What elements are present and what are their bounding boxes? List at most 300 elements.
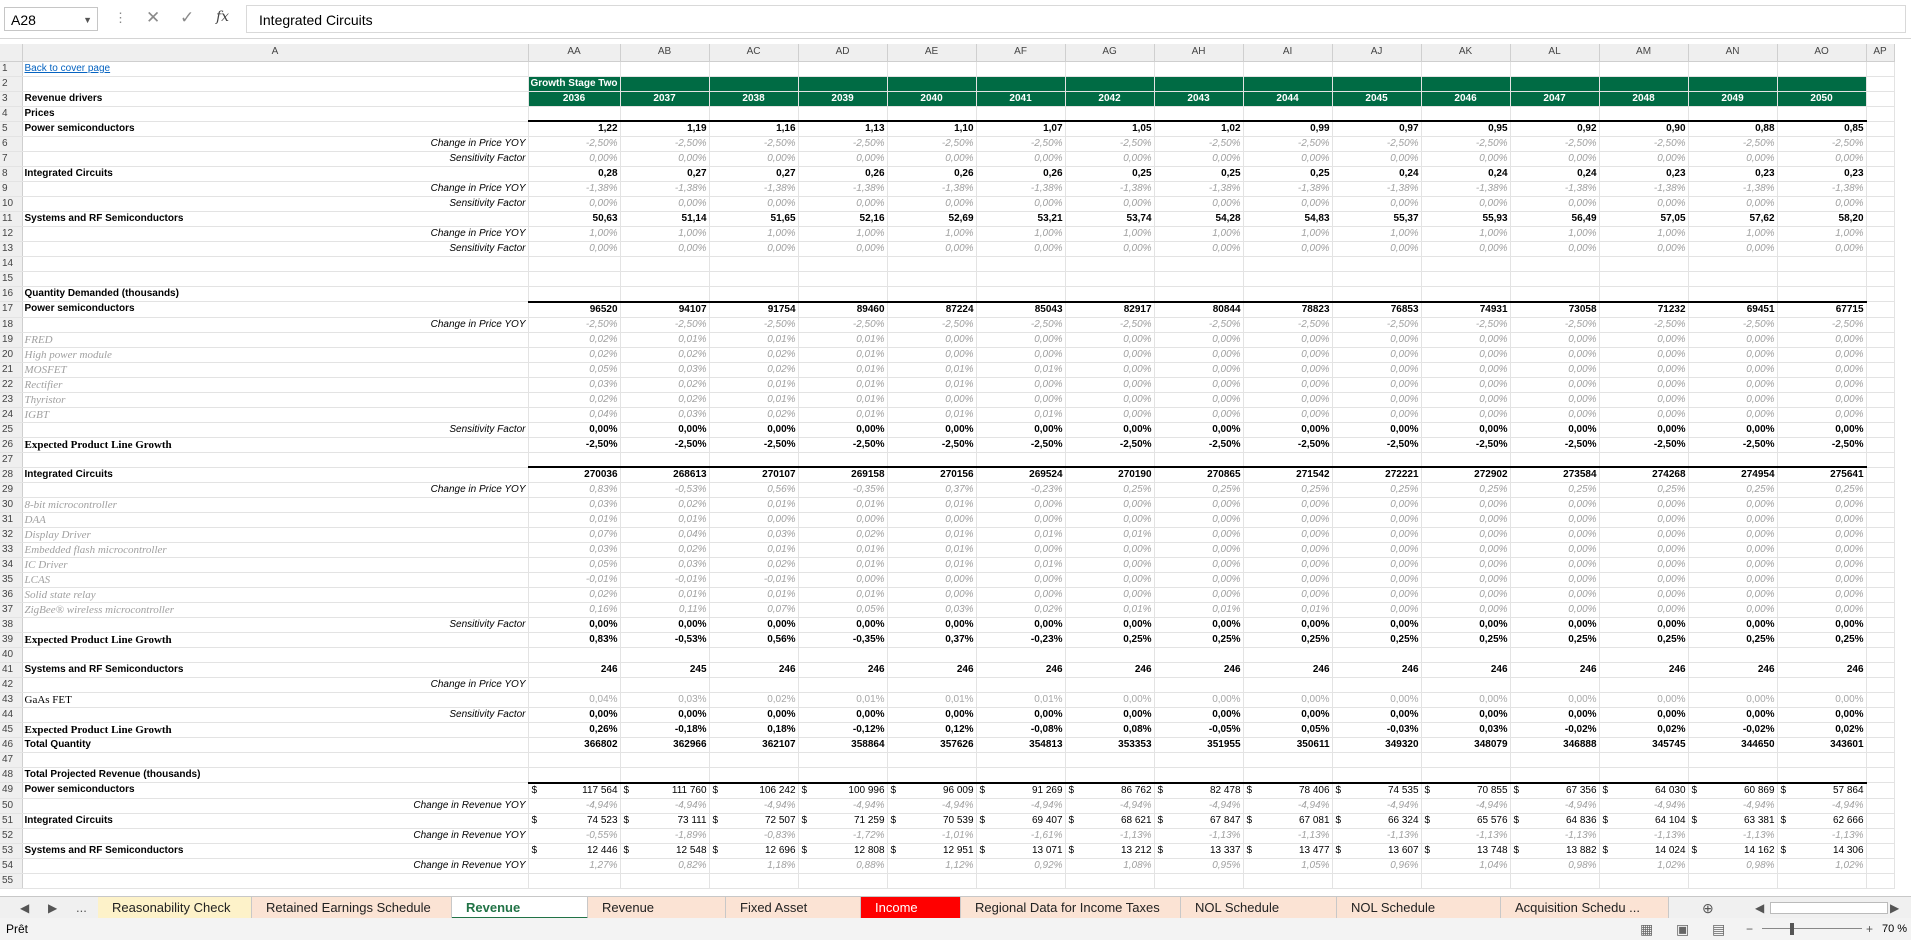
data-cell[interactable]: [1777, 783, 1866, 799]
data-cell[interactable]: [1065, 287, 1154, 302]
data-cell[interactable]: 0,00%: [976, 543, 1065, 558]
data-cell[interactable]: -4,94%: [1332, 798, 1421, 813]
data-cell[interactable]: 246: [798, 663, 887, 678]
data-cell[interactable]: 1,05: [1065, 121, 1154, 137]
data-cell[interactable]: 0,11%: [620, 603, 709, 618]
data-cell[interactable]: 0,00%: [1332, 377, 1421, 392]
data-cell[interactable]: 2049: [1688, 91, 1777, 106]
data-cell[interactable]: 0,01%: [976, 693, 1065, 708]
data-cell[interactable]: [1332, 61, 1421, 76]
data-cell[interactable]: [1866, 91, 1894, 106]
data-cell[interactable]: 89460: [798, 302, 887, 318]
data-cell[interactable]: 0,00%: [1599, 242, 1688, 257]
data-cell[interactable]: 0,00%: [1421, 197, 1510, 212]
data-cell[interactable]: 246: [1332, 663, 1421, 678]
row-label-cell[interactable]: Sensitivity Factor: [22, 152, 528, 167]
data-cell[interactable]: [1332, 813, 1421, 828]
data-cell[interactable]: 0,27: [620, 167, 709, 182]
data-cell[interactable]: [1065, 783, 1154, 799]
data-cell[interactable]: 0,02%: [1599, 723, 1688, 738]
data-cell[interactable]: [798, 678, 887, 693]
data-cell[interactable]: 0,00%: [976, 377, 1065, 392]
data-cell[interactable]: 0,02%: [620, 377, 709, 392]
data-cell[interactable]: 0,00%: [1065, 197, 1154, 212]
data-cell[interactable]: 348079: [1421, 738, 1510, 753]
column-header[interactable]: A: [22, 44, 528, 61]
data-cell[interactable]: [1866, 242, 1894, 257]
data-cell[interactable]: [1866, 828, 1894, 843]
data-cell[interactable]: [1510, 813, 1599, 828]
data-cell[interactable]: 0,00%: [1777, 152, 1866, 167]
data-cell[interactable]: [798, 272, 887, 287]
data-cell[interactable]: 0,00%: [1688, 618, 1777, 633]
data-cell[interactable]: [1599, 61, 1688, 76]
data-cell[interactable]: -0,12%: [798, 723, 887, 738]
data-cell[interactable]: 0,25%: [1154, 633, 1243, 648]
data-cell[interactable]: [1866, 437, 1894, 452]
data-cell[interactable]: 53,74: [1065, 212, 1154, 227]
data-cell[interactable]: 0,98%: [1510, 858, 1599, 873]
data-cell[interactable]: 0,05%: [528, 362, 620, 377]
data-cell[interactable]: -2,50%: [887, 437, 976, 452]
data-cell[interactable]: 1,02: [1154, 121, 1243, 137]
data-cell[interactable]: 0,00%: [1599, 558, 1688, 573]
data-cell[interactable]: 0,01%: [709, 332, 798, 347]
data-cell[interactable]: -0,01%: [620, 573, 709, 588]
data-cell[interactable]: 0,01%: [976, 558, 1065, 573]
data-cell[interactable]: [1154, 287, 1243, 302]
row-number[interactable]: 40: [0, 648, 22, 663]
data-cell[interactable]: 0,00%: [1688, 693, 1777, 708]
data-cell[interactable]: 275641: [1777, 467, 1866, 483]
data-cell[interactable]: [620, 76, 709, 91]
data-cell[interactable]: [887, 873, 976, 888]
data-cell[interactable]: [976, 106, 1065, 121]
data-cell[interactable]: [1688, 768, 1777, 783]
data-cell[interactable]: 268613: [620, 467, 709, 483]
data-cell[interactable]: 0,00%: [1421, 498, 1510, 513]
data-cell[interactable]: 0,01%: [798, 693, 887, 708]
data-cell[interactable]: [1421, 287, 1510, 302]
data-cell[interactable]: -1,38%: [620, 182, 709, 197]
data-cell[interactable]: [620, 843, 709, 858]
data-cell[interactable]: [976, 873, 1065, 888]
data-cell[interactable]: [798, 648, 887, 663]
data-cell[interactable]: [1777, 272, 1866, 287]
data-cell[interactable]: 0,25%: [1510, 633, 1599, 648]
data-cell[interactable]: 0,88%: [798, 858, 887, 873]
data-cell[interactable]: 0,00%: [1777, 362, 1866, 377]
data-cell[interactable]: [1599, 452, 1688, 467]
data-cell[interactable]: [709, 257, 798, 272]
data-cell[interactable]: 0,00%: [1688, 708, 1777, 723]
data-cell[interactable]: 0,03%: [528, 543, 620, 558]
data-cell[interactable]: -2,50%: [1688, 437, 1777, 452]
data-cell[interactable]: [1332, 287, 1421, 302]
data-cell[interactable]: -2,50%: [1154, 437, 1243, 452]
data-cell[interactable]: 0,00%: [1421, 407, 1510, 422]
data-cell[interactable]: -1,13%: [1332, 828, 1421, 843]
data-cell[interactable]: 0,00%: [1243, 513, 1332, 528]
row-number[interactable]: 47: [0, 753, 22, 768]
data-cell[interactable]: [1777, 843, 1866, 858]
data-cell[interactable]: -0,03%: [1332, 723, 1421, 738]
data-cell[interactable]: 0,01%: [887, 407, 976, 422]
data-cell[interactable]: [887, 768, 976, 783]
data-cell[interactable]: 0,00%: [887, 573, 976, 588]
data-cell[interactable]: 0,00%: [1065, 513, 1154, 528]
row-number[interactable]: 25: [0, 422, 22, 437]
data-cell[interactable]: -4,94%: [1243, 798, 1332, 813]
data-cell[interactable]: 0,00%: [887, 588, 976, 603]
row-label-cell[interactable]: DAA: [22, 513, 528, 528]
row-number[interactable]: 23: [0, 392, 22, 407]
data-cell[interactable]: 0,01%: [620, 332, 709, 347]
data-cell[interactable]: 0,00%: [1777, 407, 1866, 422]
data-cell[interactable]: -2,50%: [709, 137, 798, 152]
data-cell[interactable]: 0,00%: [1332, 242, 1421, 257]
data-cell[interactable]: -1,38%: [528, 182, 620, 197]
data-cell[interactable]: [887, 648, 976, 663]
data-cell[interactable]: 0,01%: [798, 347, 887, 362]
data-cell[interactable]: [1866, 618, 1894, 633]
data-cell[interactable]: 0,00%: [1332, 603, 1421, 618]
data-cell[interactable]: [976, 813, 1065, 828]
row-label-cell[interactable]: Sensitivity Factor: [22, 197, 528, 212]
spreadsheet-grid[interactable]: [0, 44, 1911, 896]
data-cell[interactable]: [1421, 783, 1510, 799]
data-cell[interactable]: 0,00%: [1421, 347, 1510, 362]
data-cell[interactable]: [1866, 498, 1894, 513]
row-number[interactable]: 12: [0, 227, 22, 242]
data-cell[interactable]: -2,50%: [1154, 317, 1243, 332]
data-cell[interactable]: 0,02%: [709, 347, 798, 362]
data-cell[interactable]: [1688, 813, 1777, 828]
data-cell[interactable]: [887, 272, 976, 287]
data-cell[interactable]: 0,00%: [1688, 528, 1777, 543]
column-header[interactable]: AH: [1154, 44, 1243, 61]
data-cell[interactable]: [1866, 332, 1894, 347]
data-cell[interactable]: 0,02%: [620, 347, 709, 362]
data-cell[interactable]: 0,25: [1065, 167, 1154, 182]
data-cell[interactable]: [620, 272, 709, 287]
data-cell[interactable]: [1866, 76, 1894, 91]
data-cell[interactable]: 58,20: [1777, 212, 1866, 227]
data-cell[interactable]: 246: [709, 663, 798, 678]
row-number[interactable]: 7: [0, 152, 22, 167]
data-cell[interactable]: 0,00%: [798, 242, 887, 257]
data-cell[interactable]: -1,89%: [620, 828, 709, 843]
data-cell[interactable]: 0,00%: [1154, 392, 1243, 407]
row-label-cell[interactable]: Systems and RF Semiconductors: [22, 212, 528, 227]
data-cell[interactable]: -2,50%: [1688, 317, 1777, 332]
row-number[interactable]: 45: [0, 723, 22, 738]
data-cell[interactable]: [1332, 753, 1421, 768]
data-cell[interactable]: [1332, 76, 1421, 91]
data-cell[interactable]: 0,00%: [1332, 543, 1421, 558]
data-cell[interactable]: [1688, 106, 1777, 121]
data-cell[interactable]: 0,28: [528, 167, 620, 182]
row-number[interactable]: 49: [0, 783, 22, 799]
sheet-tab[interactable]: Regional Data for Income Taxes: [961, 897, 1181, 919]
data-cell[interactable]: 0,00%: [1332, 422, 1421, 437]
data-cell[interactable]: -4,94%: [1154, 798, 1243, 813]
data-cell[interactable]: [1332, 272, 1421, 287]
data-cell[interactable]: -0,53%: [620, 633, 709, 648]
data-cell[interactable]: [1421, 753, 1510, 768]
row-number[interactable]: 54: [0, 858, 22, 873]
row-number[interactable]: 44: [0, 708, 22, 723]
data-cell[interactable]: 0,00%: [1510, 422, 1599, 437]
data-cell[interactable]: 0,05%: [798, 603, 887, 618]
data-cell[interactable]: [709, 753, 798, 768]
data-cell[interactable]: 0,00%: [1777, 347, 1866, 362]
data-cell[interactable]: 0,00%: [1065, 558, 1154, 573]
data-cell[interactable]: [1866, 467, 1894, 483]
data-cell[interactable]: [1599, 648, 1688, 663]
data-cell[interactable]: 2038: [709, 91, 798, 106]
data-cell[interactable]: [1688, 272, 1777, 287]
column-header[interactable]: AM: [1599, 44, 1688, 61]
data-cell[interactable]: 78823: [1243, 302, 1332, 318]
data-cell[interactable]: 0,00%: [1154, 573, 1243, 588]
data-cell[interactable]: [887, 843, 976, 858]
data-cell[interactable]: 0,00%: [798, 422, 887, 437]
data-cell[interactable]: [976, 287, 1065, 302]
data-cell[interactable]: -1,13%: [1599, 828, 1688, 843]
data-cell[interactable]: 0,00%: [1510, 543, 1599, 558]
data-cell[interactable]: 2040: [887, 91, 976, 106]
column-header[interactable]: AA: [528, 44, 620, 61]
data-cell[interactable]: 0,00%: [887, 152, 976, 167]
row-number[interactable]: 16: [0, 287, 22, 302]
data-cell[interactable]: [1866, 813, 1894, 828]
data-cell[interactable]: -1,13%: [1421, 828, 1510, 843]
data-cell[interactable]: 0,26%: [528, 723, 620, 738]
data-cell[interactable]: [1065, 843, 1154, 858]
data-cell[interactable]: 0,00%: [976, 197, 1065, 212]
data-cell[interactable]: 274268: [1599, 467, 1688, 483]
sheet-tab[interactable]: Reasonability Check: [98, 897, 252, 919]
data-cell[interactable]: 0,00%: [887, 392, 976, 407]
data-cell[interactable]: -1,38%: [1243, 182, 1332, 197]
data-cell[interactable]: [1688, 843, 1777, 858]
data-cell[interactable]: 0,00%: [1154, 407, 1243, 422]
data-cell[interactable]: 0,00%: [1332, 332, 1421, 347]
data-cell[interactable]: [1777, 873, 1866, 888]
more-options-icon[interactable]: ⋮: [114, 10, 127, 25]
data-cell[interactable]: 0,00%: [1065, 407, 1154, 422]
data-cell[interactable]: [1688, 873, 1777, 888]
data-cell[interactable]: 0,82%: [620, 858, 709, 873]
data-cell[interactable]: [1866, 61, 1894, 76]
data-cell[interactable]: [1777, 76, 1866, 91]
data-cell[interactable]: 0,00%: [976, 588, 1065, 603]
sheet-tab[interactable]: Retained Earnings Schedule: [252, 897, 452, 919]
data-cell[interactable]: 0,01%: [887, 498, 976, 513]
sheet-tab[interactable]: Fixed Asset: [726, 897, 861, 919]
data-cell[interactable]: 0,00%: [1688, 498, 1777, 513]
data-cell[interactable]: 0,00%: [1777, 332, 1866, 347]
column-header[interactable]: AK: [1421, 44, 1510, 61]
data-cell[interactable]: 0,00%: [1777, 573, 1866, 588]
data-cell[interactable]: 246: [1510, 663, 1599, 678]
row-label-cell[interactable]: Change in Price YOY: [22, 317, 528, 332]
data-cell[interactable]: 245: [620, 663, 709, 678]
row-number[interactable]: 41: [0, 663, 22, 678]
data-cell[interactable]: [709, 678, 798, 693]
row-label-cell[interactable]: [22, 76, 528, 91]
data-cell[interactable]: [1510, 678, 1599, 693]
data-cell[interactable]: 0,00%: [1688, 242, 1777, 257]
data-cell[interactable]: 1,00%: [1332, 227, 1421, 242]
column-header[interactable]: AF: [976, 44, 1065, 61]
data-cell[interactable]: [1065, 813, 1154, 828]
sheet-tab[interactable]: Acquisition Schedu ...: [1501, 897, 1669, 919]
data-cell[interactable]: 0,00%: [1065, 242, 1154, 257]
data-cell[interactable]: -2,50%: [1688, 137, 1777, 152]
row-label-cell[interactable]: Power semiconductors: [22, 783, 528, 799]
data-cell[interactable]: 0,00%: [1421, 513, 1510, 528]
data-cell[interactable]: -2,50%: [528, 437, 620, 452]
data-cell[interactable]: 0,04%: [528, 407, 620, 422]
data-cell[interactable]: 269524: [976, 467, 1065, 483]
data-cell[interactable]: -2,50%: [976, 437, 1065, 452]
data-cell[interactable]: 0,00%: [1065, 347, 1154, 362]
data-cell[interactable]: 0,00%: [1777, 603, 1866, 618]
row-number[interactable]: 18: [0, 317, 22, 332]
data-cell[interactable]: 0,00%: [1688, 588, 1777, 603]
data-cell[interactable]: 0,00%: [1243, 588, 1332, 603]
data-cell[interactable]: -2,50%: [976, 137, 1065, 152]
data-cell[interactable]: [1421, 452, 1510, 467]
data-cell[interactable]: -0,35%: [798, 483, 887, 498]
data-cell[interactable]: 0,03%: [620, 558, 709, 573]
data-cell[interactable]: 0,00%: [1777, 588, 1866, 603]
data-cell[interactable]: 0,00%: [1065, 588, 1154, 603]
data-cell[interactable]: [1866, 678, 1894, 693]
data-cell[interactable]: 0,01%: [1065, 603, 1154, 618]
row-label-cell[interactable]: [22, 257, 528, 272]
data-cell[interactable]: 0,00%: [1421, 377, 1510, 392]
data-cell[interactable]: -2,50%: [528, 137, 620, 152]
data-cell[interactable]: -4,94%: [1688, 798, 1777, 813]
data-cell[interactable]: -1,38%: [1332, 182, 1421, 197]
data-cell[interactable]: -2,50%: [620, 437, 709, 452]
data-cell[interactable]: [1777, 452, 1866, 467]
row-number[interactable]: 24: [0, 407, 22, 422]
data-cell[interactable]: 0,00%: [709, 513, 798, 528]
data-cell[interactable]: 1,00%: [528, 227, 620, 242]
data-cell[interactable]: 0,00%: [1599, 377, 1688, 392]
row-number[interactable]: 36: [0, 588, 22, 603]
data-cell[interactable]: 0,01%: [887, 543, 976, 558]
data-cell[interactable]: [1421, 272, 1510, 287]
data-cell[interactable]: [1332, 678, 1421, 693]
row-number[interactable]: 1: [0, 61, 22, 76]
data-cell[interactable]: [1243, 61, 1332, 76]
data-cell[interactable]: 1,04%: [1421, 858, 1510, 873]
horizontal-scrollbar[interactable]: [1770, 902, 1888, 914]
data-cell[interactable]: [1866, 558, 1894, 573]
row-number[interactable]: 4: [0, 106, 22, 121]
data-cell[interactable]: 0,00%: [1332, 197, 1421, 212]
data-cell[interactable]: [1243, 753, 1332, 768]
h-scroll-left-icon[interactable]: ◀: [1755, 901, 1765, 915]
row-label-cell[interactable]: Change in Price YOY: [22, 182, 528, 197]
data-cell[interactable]: [1154, 753, 1243, 768]
data-cell[interactable]: 0,01%: [798, 362, 887, 377]
data-cell[interactable]: [1065, 272, 1154, 287]
data-cell[interactable]: 0,02%: [528, 332, 620, 347]
data-cell[interactable]: -1,13%: [1154, 828, 1243, 843]
data-cell[interactable]: 0,01%: [798, 407, 887, 422]
new-sheet-icon[interactable]: ⊕: [1702, 900, 1714, 916]
data-cell[interactable]: 0,27: [709, 167, 798, 182]
row-label-cell[interactable]: Sensitivity Factor: [22, 422, 528, 437]
data-cell[interactable]: 0,25%: [1154, 483, 1243, 498]
data-cell[interactable]: 246: [1065, 663, 1154, 678]
data-cell[interactable]: [528, 753, 620, 768]
data-cell[interactable]: [1777, 768, 1866, 783]
data-cell[interactable]: [709, 61, 798, 76]
data-cell[interactable]: 2047: [1510, 91, 1599, 106]
row-label-cell[interactable]: IGBT: [22, 407, 528, 422]
row-number[interactable]: 35: [0, 573, 22, 588]
data-cell[interactable]: 0,08%: [1065, 723, 1154, 738]
data-cell[interactable]: 0,00%: [976, 347, 1065, 362]
data-cell[interactable]: [1688, 452, 1777, 467]
data-cell[interactable]: [1421, 106, 1510, 121]
row-number[interactable]: 15: [0, 272, 22, 287]
data-cell[interactable]: 0,00%: [1688, 392, 1777, 407]
data-cell[interactable]: -0,83%: [709, 828, 798, 843]
data-cell[interactable]: [709, 813, 798, 828]
name-box[interactable]: [4, 7, 98, 31]
data-cell[interactable]: 0,00%: [1421, 573, 1510, 588]
row-label-cell[interactable]: Solid state relay: [22, 588, 528, 603]
row-number[interactable]: 27: [0, 452, 22, 467]
data-cell[interactable]: 0,00%: [887, 618, 976, 633]
data-cell[interactable]: [1599, 272, 1688, 287]
data-cell[interactable]: [709, 106, 798, 121]
data-cell[interactable]: -2,50%: [1777, 437, 1866, 452]
data-cell[interactable]: [1243, 287, 1332, 302]
data-cell[interactable]: [1510, 648, 1599, 663]
data-cell[interactable]: 82917: [1065, 302, 1154, 318]
data-cell[interactable]: 0,25%: [1599, 483, 1688, 498]
data-cell[interactable]: -1,13%: [1510, 828, 1599, 843]
data-cell[interactable]: -2,50%: [798, 137, 887, 152]
data-cell[interactable]: [1510, 452, 1599, 467]
row-number[interactable]: 31: [0, 513, 22, 528]
data-cell[interactable]: -2,50%: [709, 437, 798, 452]
data-cell[interactable]: 1,00%: [1154, 227, 1243, 242]
data-cell[interactable]: 0,00%: [887, 513, 976, 528]
data-cell[interactable]: 0,00%: [798, 513, 887, 528]
data-cell[interactable]: 1,00%: [709, 227, 798, 242]
data-cell[interactable]: [887, 678, 976, 693]
data-cell[interactable]: [1866, 663, 1894, 678]
data-cell[interactable]: 1,00%: [976, 227, 1065, 242]
data-cell[interactable]: 0,00%: [976, 392, 1065, 407]
data-cell[interactable]: 0,01%: [1065, 528, 1154, 543]
data-cell[interactable]: 349320: [1332, 738, 1421, 753]
data-cell[interactable]: [1243, 272, 1332, 287]
data-cell[interactable]: [709, 768, 798, 783]
row-label-cell[interactable]: Back to cover page: [22, 61, 528, 76]
data-cell[interactable]: 0,01%: [1154, 603, 1243, 618]
